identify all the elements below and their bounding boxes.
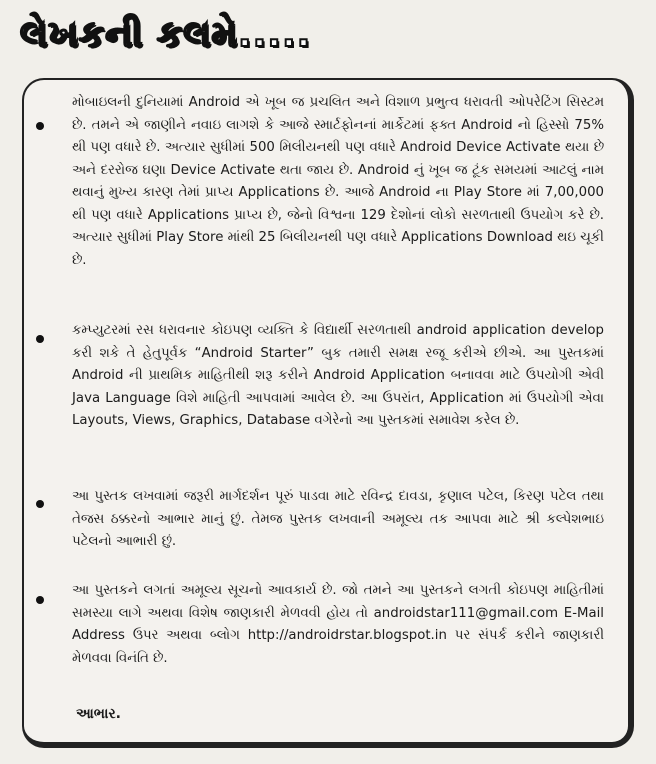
bullet-icon <box>36 596 44 604</box>
paragraph-contact: આ પુસ્તકને લગતાં અમૂલ્ય સૂચનો આવકાર્ય છે. જો તમને આ પુસ્તકને લગતી કોઇપણ માહિતીમાં સમસ્યા લાગે અથવા વિશેષ જાણકારી મેળવવી હોય તો androidstar111@gmail.com E-Mail Address ઉપર અથવા બ્લોગ http://androidrstar.blogspot.in પર સંપર્ક કરીને જાણકારી મેળવવા વિનંતિ છે. <box>72 583 604 666</box>
paragraph-acknowledgements: આ પુસ્તક લખવામાં જરૂરી માર્ગદર્શન પૂરું પાડવા માટે રવિન્દ્ર દાવડા, કૃણાલ પટેલ, કિરણ પટેલ તથા તેજસ ઠક્કરનો આભાર માનું છું. તેમજ પુસ્તક લખવાની અમૂલ્ય તક આપવા માટે શ્રી કલ્પેશભાઇ પટેલનો આભારી છું. <box>72 489 604 549</box>
paragraph-android-intro: મોબાઇલની દુનિયામાં Android એ ખૂબ જ પ્રચલિત અને વિશાળ પ્રભુત્વ ધરાવતી ઓપરેટિંગ સિસ્ટમ છે. તમને એ જાણીને નવાઇ લાગશે કે આજે સ્માર્ટફોનનાં માર્કેટમાં ફક્ત Android નો હિસ્સો 75% થી પણ વધારે છે. અત્યાર સુધીમાં 500 મિલીયનથી પણ વધારે Android Device Activate થયા છે અને દરરોજ ઘણા Device Activate થતા જાય છે. Android નું ખૂબ જ ટૂંક સમયમાં આટલું નામ થવાનું મુખ્ય કારણ તેમાં પ્રાપ્ય Applications છે. આજે Android ના Play Store માં 7,00,000 થી પણ વધારે Applications પ્રાપ્ય છે, જેનો વિશ્વના 129 દેશોનાં લોકો સરળતાથી ઉપયોગ કરે છે. અત્યાર સુધીમાં Play Store માંથી 25 બિલીયનથી પણ વધારે Applications Download થઇ ચૂકી છે. <box>72 95 604 268</box>
bullet-icon <box>36 335 44 343</box>
bullet-icon <box>36 122 44 130</box>
page-title: લેખકની કલમે..... <box>20 14 312 55</box>
paragraph-book-purpose: કમ્પ્યુટરમાં રસ ધરાવનાર કોઇપણ વ્યક્તિ કે વિદ્યાર્થી સરળતાથી android application develop કરી શકે તે હેતુપૂર્વક “Android Starter” બુક તમારી સમક્ષ રજૂ કરીએ છીએ. આ પુસ્તકમાં Android ની પ્રાથમિક માહિતીથી શરૂ કરીને Android Application બનાવવા માટે ઉપયોગી એવી Java Language વિશે માહિતી આપવામાં આવેલ છે. આ ઉપરાંત, Application માં ઉપયોગી એવા Layouts, Views, Graphics, Database વગેરેનો આ પુસ્તકમાં સમાવેશ કરેલ છે. <box>72 323 604 428</box>
signoff: આભાર. <box>76 706 121 722</box>
bullet-icon <box>36 500 44 508</box>
